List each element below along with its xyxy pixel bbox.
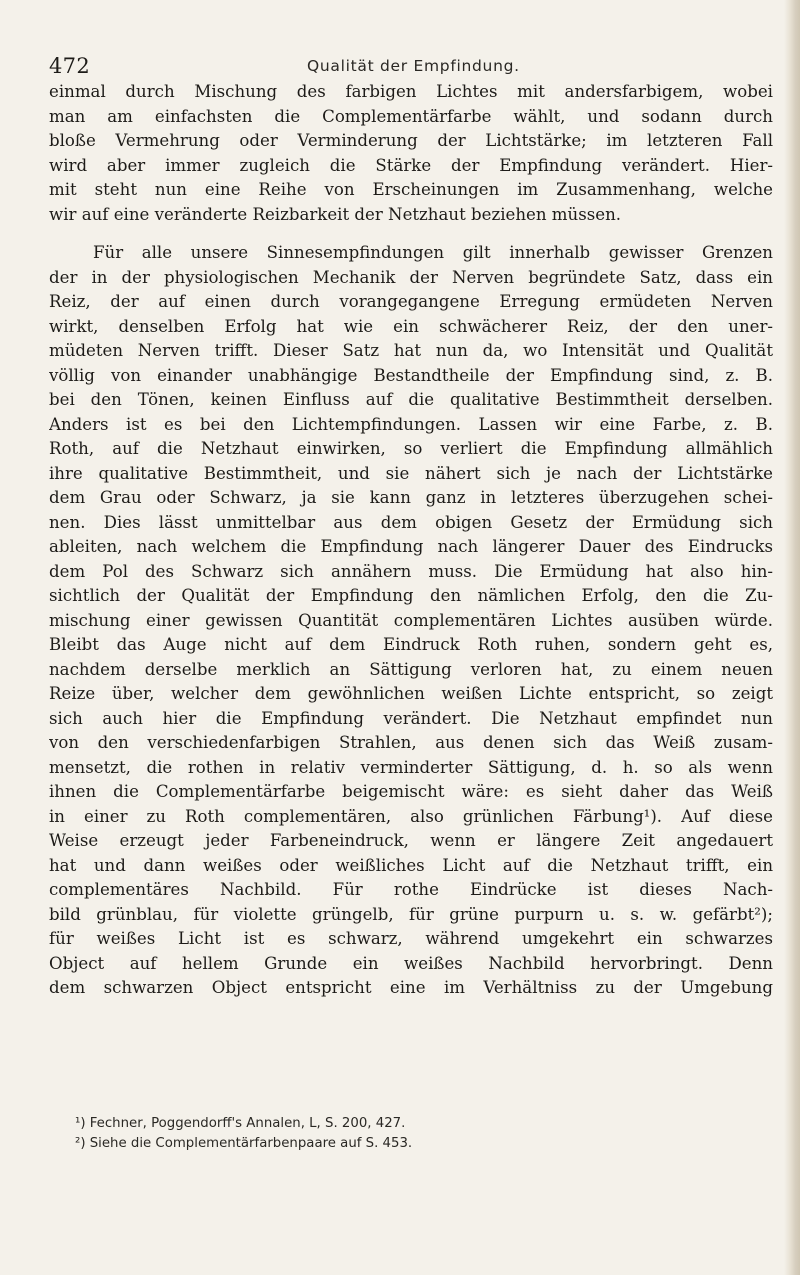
running-head: Qualität der Empfindung. [307,57,520,75]
paragraph-2 [49,241,773,1001]
text-line: dem Pol des Schwarz sich annähern muss. Die Ermüdung hat also hin- [49,561,773,581]
text-line: bild grünblau, für violette grüngelb, für grüne purpurn u. s. w. gefärbt²); [49,904,773,924]
text-line: Reize über, welcher dem gewöhnlichen weißen Lichte entspricht, so zeigt [49,684,773,703]
text-line: Roth, auf die Netzhaut einwirken, so verliert die Empfindung allmählich [49,439,773,458]
text-line: ihre qualitative Bestimmtheit, und sie nähert sich je nach der Lichtstärke [49,463,773,483]
text-line: mensetzt, die rothen in relativ verminderter Sättigung, d. h. so als wenn [49,757,773,777]
text-line: Object auf hellem Grunde ein weißes Nachbild hervorbringt. Denn [49,953,773,973]
text-line: von den verschiedenfarbigen Strahlen, aus denen sich das Weiß zusam- [49,733,773,752]
text-line: in einer zu Roth complementären, also grünlichen Färbung¹). Auf diese [49,806,773,826]
text-line: Weise erzeugt jeder Farbeneindruck, wenn er längere Zeit angedauert [49,831,773,850]
text-line: hat und dann weißes oder weißliches Licht auf die Netzhaut trifft, ein [49,855,773,875]
paragraph-1 [49,80,773,227]
page-number: 472 [49,54,90,78]
text-line: ihnen die Complementärfarbe beigemischt wäre: es sieht daher das Weiß [49,782,773,801]
text-line: Für alle unsere Sinnesempfindungen gilt innerhalb gewisser Grenzen [93,243,773,262]
text-line: ableiten, nach welchem die Empfindung nach längerer Dauer des Eindrucks [49,537,773,556]
text-line: dem Grau oder Schwarz, ja sie kann ganz in letzteres überzugehen schei- [49,488,773,507]
text-line: nachdem derselbe merklich an Sättigung verloren hat, zu einem neuen [49,659,773,679]
text-line: für weißes Licht ist es schwarz, während umgekehrt ein schwarzes [49,929,773,948]
footnotes [75,1114,755,1154]
text-line: Anders ist es bei den Lichtempfindungen. Lassen wir eine Farbe, z. B. [49,414,773,434]
text-line: wir auf eine veränderte Reizbarkeit der Netzhaut beziehen müssen. [49,204,622,224]
text-line: völlig von einander unabhängige Bestandtheile der Empfindung sind, z. B. [49,365,773,385]
page-header [49,50,787,80]
text-line: wirkt, denselben Erfolg hat wie ein schwächerer Reiz, der den uner- [49,316,773,336]
text-line: nen. Dies lässt unmittelbar aus dem obigen Gesetz der Ermüdung sich [49,512,773,532]
text-line: Bleibt das Auge nicht auf dem Eindruck Roth ruhen, sondern geht es, [49,635,773,654]
text-line: complementäres Nachbild. Für rothe Eindrücke ist dieses Nach- [49,880,773,899]
text-line: sich auch hier die Empfindung verändert. Die Netzhaut empfindet nun [49,708,773,728]
footnote-2: ²) Siehe die Complementärfarbenpaare auf S. 453. [75,1136,413,1151]
footnote-1: ¹) Fechner, Poggendorff's Annalen, L, S. 200, 427. [75,1116,406,1131]
body-text [49,80,773,1001]
text-line: bei den Tönen, keinen Einfluss auf die qualitative Bestimmtheit derselben. [49,390,773,409]
text-line: sichtlich der Qualität der Empfindung den nämlichen Erfolg, den die Zu- [49,586,773,605]
text-line: man am einfachsten die Complementärfarbe wählt, und sodann durch [49,106,773,126]
text-line: wird aber immer zugleich die Stärke der Empfindung verändert. Hier- [49,155,773,175]
text-line: mit steht nun eine Reihe von Erscheinungen im Zusammenhang, welche [49,180,773,199]
text-line: Reiz, der auf einen durch vorangegangene Erregung ermüdeten Nerven [49,292,773,311]
text-line: mischung einer gewissen Quantität complementären Lichtes ausüben würde. [49,610,773,630]
text-line: dem schwarzen Object entspricht eine im Verhältniss zu der Umgebung [49,978,773,997]
text-line: einmal durch Mischung des farbigen Lichtes mit andersfarbigem, wobei [49,82,773,101]
text-line: der in der physiologischen Mechanik der Nerven begründete Satz, dass ein [49,267,773,287]
text-line: bloße Vermehrung oder Verminderung der Lichtstärke; im letzteren Fall [49,131,773,150]
page-edge-shadow [784,0,800,1275]
text-line: müdeten Nerven trifft. Dieser Satz hat nun da, wo Intensität und Qualität [49,341,773,360]
